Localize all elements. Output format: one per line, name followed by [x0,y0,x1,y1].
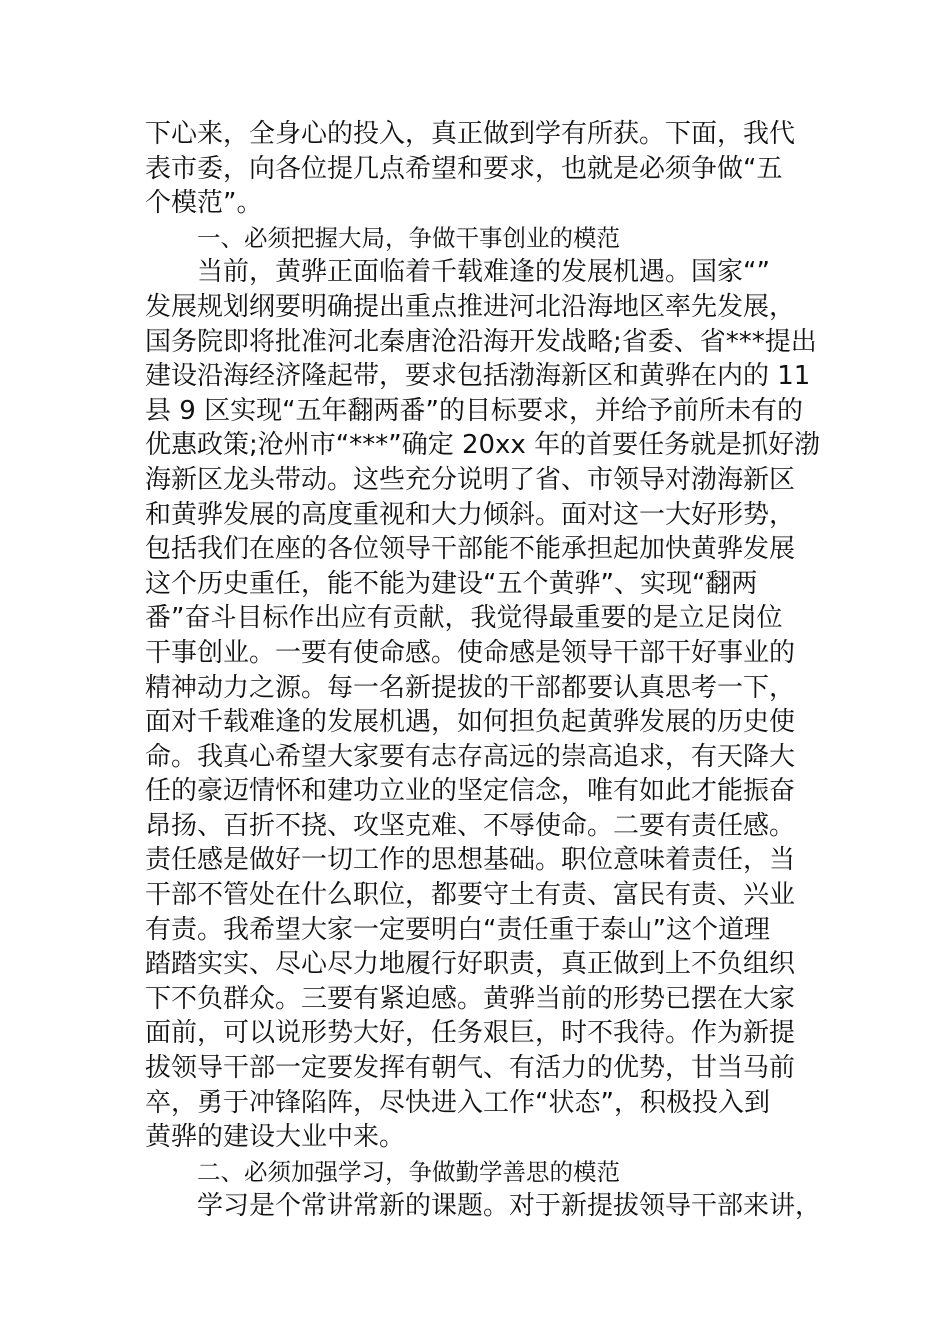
paragraph-line: 海新区龙头带动。这些充分说明了省、市领导对渤海新区 [145,464,796,495]
paragraph-line: 有责。我希望大家一定要明白“责任重于泰山”这个道理 [145,914,770,945]
paragraph-line: 表市委，向各位提几点希望和要求，也就是必须争做“五 [145,153,783,184]
paragraph-line: 下不负群众。三要有紧迫感。黄骅当前的形势已摆在大家 [145,983,796,1014]
paragraph-line: 国务院即将批准河北秦唐沧沿海开发战略;省委、省***提出 [145,326,817,357]
paragraph-line: 昂扬、百折不挠、攻坚克难、不辱使命。二要有责任感。 [145,810,796,841]
paragraph-line: 优惠政策;沧州市“***”确定 20xx 年的首要任务就是抓好渤 [145,430,821,461]
paragraph-line: 黄骅的建设大业中来。 [145,1122,406,1153]
paragraph-line: 个模范”。 [145,188,263,219]
paragraph-line: 发展规划纲要明确提出重点推进河北沿海地区率先发展， [145,291,796,322]
paragraph-line: 面对千载难逢的发展机遇，如何担负起黄骅发展的历史使 [145,707,796,738]
paragraph-line: 任的豪迈情怀和建功立业的坚定信念，唯有如此才能振奋 [145,776,796,807]
paragraph-line: 精神动力之源。每一名新提拔的干部都要认真思考一下， [145,672,796,703]
paragraph-line: 面前，可以说形势大好，任务艰巨，时不我待。作为新提 [145,1018,796,1049]
paragraph-line: 命。我真心希望大家要有志存高远的崇高追求，有天降大 [145,741,796,772]
paragraph-line: 拔领导干部一定要发挥有朝气、有活力的优势，甘当马前 [145,1053,796,1084]
paragraph-line: 和黄骅发展的高度重视和大力倾斜。面对这一大好形势， [145,499,796,530]
section-heading: 二、必须加强学习，争做勤学善思的模范 [197,1157,620,1186]
paragraph-line: 干部不管处在什么职位，都要守土有责、富民有责、兴业 [145,880,796,911]
paragraph-line: 当前，黄骅正面临着千载难逢的发展机遇。国家“” [197,257,770,288]
paragraph-line: 下心来，全身心的投入，真正做到学有所获。下面，我代 [145,119,796,149]
paragraph-line: 卒，勇于冲锋陷阵，尽快进入工作“状态”，积极投入到 [145,1087,770,1118]
paragraph-line: 县 9 区实现“五年翻两番”的目标要求，并给予前所未有的 [145,395,804,426]
paragraph-line: 学习是个常讲常新的课题。对于新提拔领导干部来讲， [197,1191,822,1222]
paragraph-line: 这个历史重任，能不能为建设“五个黄骅”、实现“翻两 [145,568,758,599]
document-body [145,117,830,1224]
paragraph-line: 干事创业。一要有使命感。使命感是领导干部干好事业的 [145,637,796,668]
paragraph-line: 责任感是做好一切工作的思想基础。职位意味着责任，当 [145,845,796,876]
paragraph-line: 包括我们在座的各位领导干部能不能承担起加快黄骅发展 [145,534,796,565]
paragraph-line: 踏踏实实、尽心尽力地履行好职责，真正做到上不负组织 [145,949,796,980]
paragraph-line: 番”奋斗目标作出应有贡献，我觉得最重要的是立足岗位 [145,603,783,634]
paragraph-line: 建设沿海经济隆起带，要求包括渤海新区和黄骅在内的 11 [145,361,811,392]
section-heading: 一、必须把握大局，争做干事创业的模范 [197,223,620,252]
